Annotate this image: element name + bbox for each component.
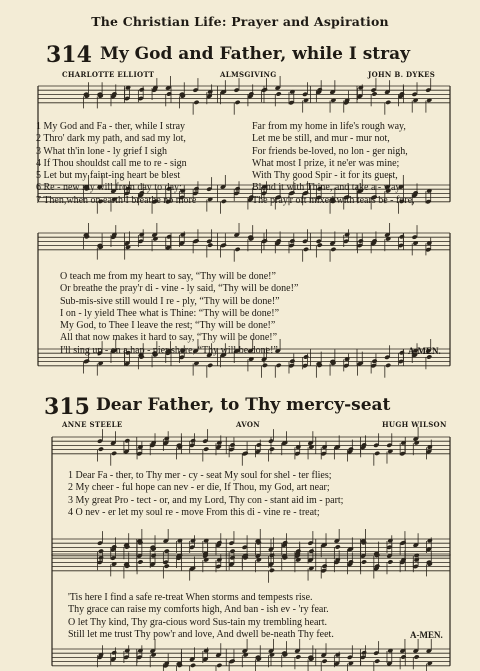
verse-line: 3 My great Pro - tect - or, and my Lord, Thy con - stant aid im - part; <box>68 494 344 506</box>
refrain-line: O teach me from my heart to say, “Thy will be done!” <box>60 271 276 282</box>
refrain-line: Still let me trust Thy pow'r and love, And dwell be-neath Thy feet. <box>68 628 334 640</box>
verse-line: 1 My God and Fa - ther, while I stray <box>36 121 186 132</box>
verse-line: The pray'r oft mixed with tears be - fore, <box>252 194 415 206</box>
hymn-314-verses-right <box>252 121 452 207</box>
verse-line: 7 Then,when on earth I breathe no more <box>36 194 197 206</box>
verse-line: What most I prize, it ne'er was mine; <box>252 157 400 169</box>
refrain-line: I'll sing up - on a hap - pier shore, “Thy will be done!” <box>60 344 278 356</box>
hymn-314-title: My God and Father, while I stray <box>100 44 410 64</box>
verse-line: 1 Dear Fa - ther, to Thy mer - cy - seat My soul for shel - ter flies; <box>68 470 332 481</box>
refrain-line: All that now makes it hard to say, “Thy will be done!” <box>60 332 278 344</box>
refrain-line: 'Tis here I find a safe re-treat When storms and tempests rise. <box>68 592 313 603</box>
verse-line: 3 What th'in lone - ly grief I sigh <box>36 145 168 157</box>
hymn-315-verses <box>68 470 458 519</box>
hymn-314-author: CHARLOTTE ELLIOTT <box>62 70 155 79</box>
verse-line: 5 Let but my faint-ing heart be blest <box>36 170 181 182</box>
verse-line: 4 O nev - er let my soul re - move From this di - vine re - treat; <box>68 506 320 518</box>
refrain-line: Or breathe the pray'r di - vine - ly said, “Thy will be done!” <box>60 283 299 295</box>
verse-line: Far from my home in life's rough way, <box>252 121 406 132</box>
verse-line: 4 If Thou shouldst call me to re - sign <box>36 157 187 169</box>
verse-line: With Thy good Spir - it for its guest, <box>252 170 398 182</box>
hymn-314-amen: A-MEN. <box>408 346 441 356</box>
verse-line: Let me be still, and mur - mur not, <box>252 133 390 145</box>
hymn-315-tune: AVON <box>236 420 260 429</box>
hymn-315-refrain <box>68 592 458 641</box>
verse-line: 2 My cheer - ful hope can nev - er die, If Thou, my God, art near; <box>68 482 330 494</box>
running-head: The Christian Life: Prayer and Aspiration <box>91 14 389 29</box>
verse-line: For friends be-loved, no lon - ger nigh, <box>252 145 408 157</box>
refrain-line: Thy grace can raise my comforts high, And ban - ish ev - 'ry fear. <box>68 604 329 616</box>
verse-line: 6 Re - new my will from day to day; <box>36 182 182 194</box>
refrain-line: My God, to Thee I leave the rest; “Thy will be done!” <box>60 320 276 332</box>
refrain-line: I on - ly yield Thee what is Thine: “Thy will be done!” <box>60 307 280 319</box>
verse-line: Blend it with Thine, and take a - way <box>252 182 401 194</box>
hymn-315-amen: A-MEN. <box>410 630 443 640</box>
hymn-315-number: 315 <box>44 394 90 420</box>
hymn-315-title: Dear Father, to Thy mercy-seat <box>96 395 391 415</box>
refrain-line: O let Thy kind, Thy gra-cious word Sus-tain my trembling heart. <box>68 616 328 628</box>
hymn-314-tune: ALMSGIVING <box>220 70 277 79</box>
hymn-315-author: ANNE STEELE <box>62 420 123 429</box>
hymn-314-refrain <box>60 271 450 357</box>
verse-line: 2 Thro' dark my path, and sad my lot, <box>36 133 186 145</box>
refrain-line: Sub-mis-sive still would I re - ply, “Thy will be done!” <box>60 295 280 307</box>
hymn-314-verses-left <box>36 121 256 207</box>
hymn-315-composer: HUGH WILSON <box>382 420 447 429</box>
hymn-314-composer: JOHN B. DYKES <box>368 70 436 79</box>
hymn-314-number: 314 <box>46 42 92 68</box>
